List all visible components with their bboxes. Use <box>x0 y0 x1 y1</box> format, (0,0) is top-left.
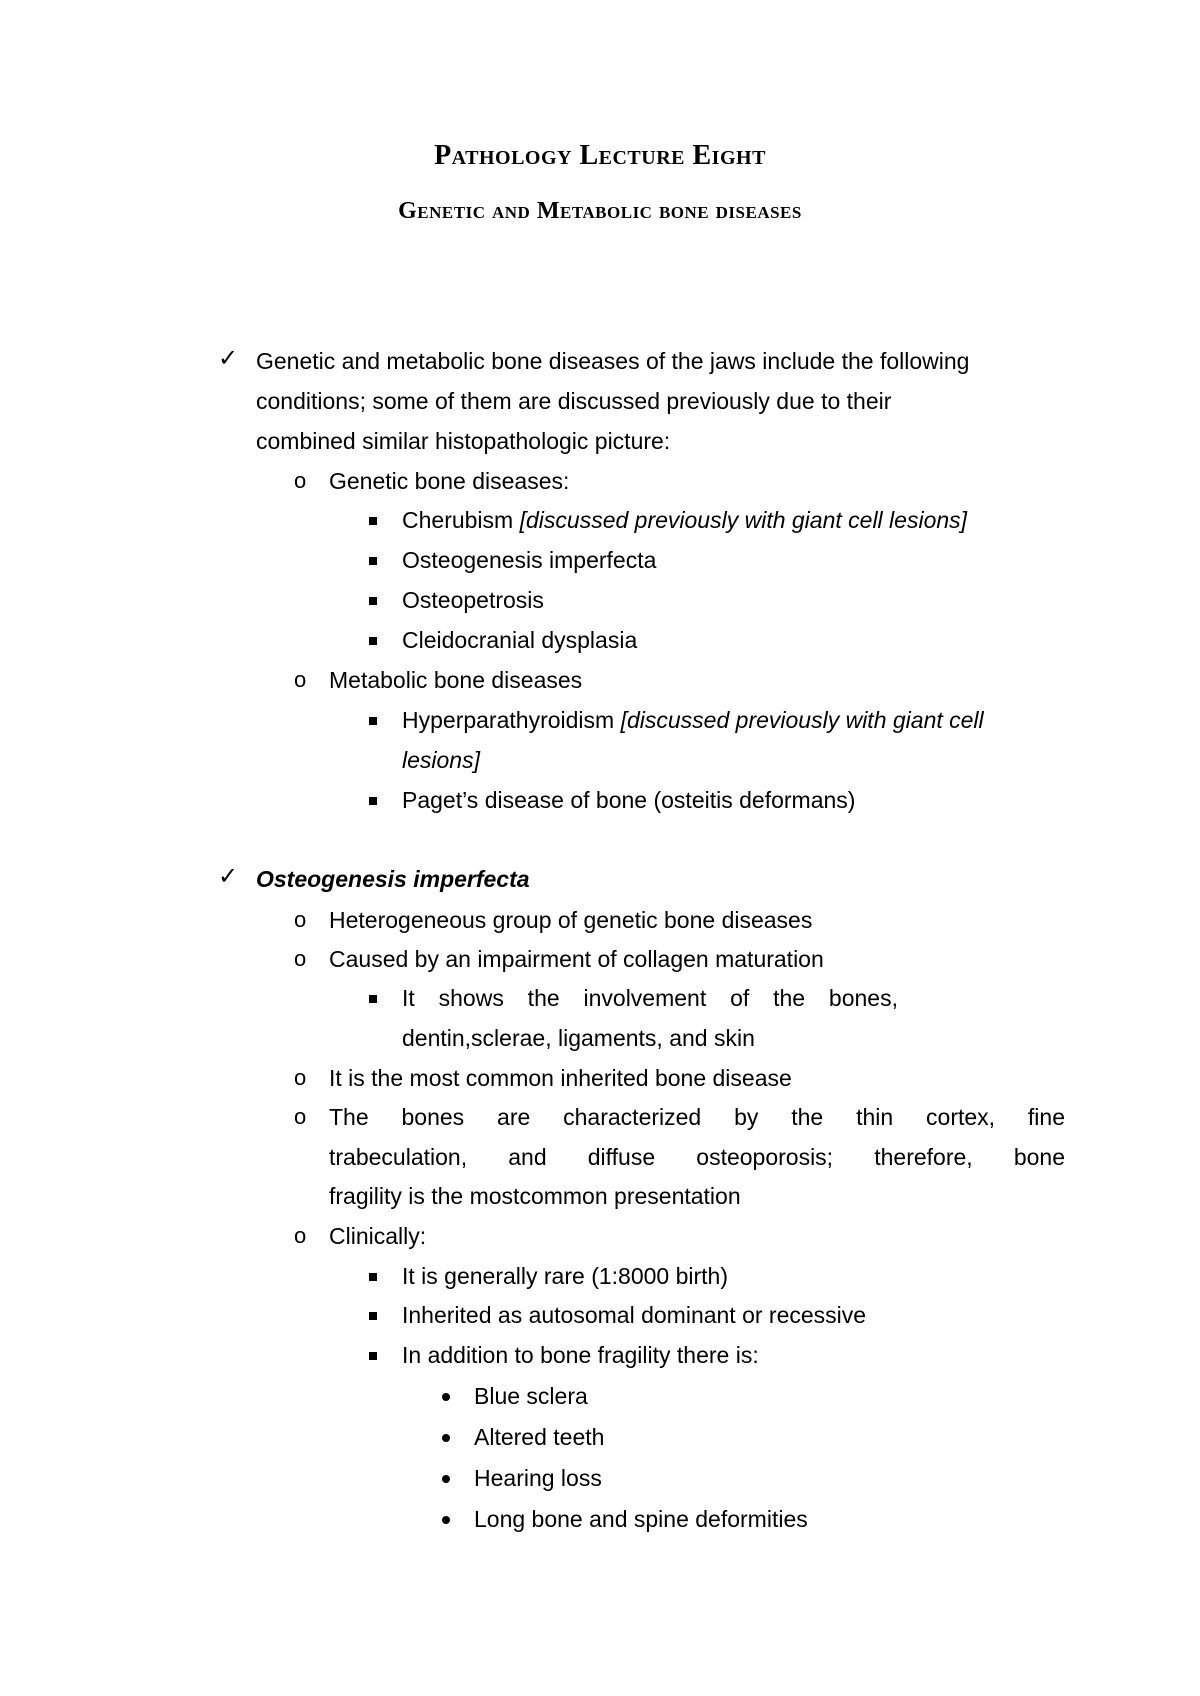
item-note: [discussed previously with giant cell <box>620 707 984 733</box>
list-item: Cleidocranial dysplasia <box>402 627 638 653</box>
clinical-item: In addition to bone fragility there is: <box>402 1342 759 1368</box>
point: Caused by an impairment of collagen maturation <box>329 946 824 972</box>
clinically-heading: Clinically: <box>329 1223 427 1249</box>
intro-line-1: Genetic and metabolic bone diseases of the jaws include the following <box>256 348 970 374</box>
feature-item: Altered teeth <box>474 1424 605 1450</box>
dot-bullet-icon <box>442 1393 450 1401</box>
dot-bullet-icon <box>442 1516 450 1524</box>
feature-item: Long bone and spine deformities <box>474 1506 808 1532</box>
circle-bullet-icon: o <box>294 1104 307 1129</box>
square-bullet-icon <box>369 1352 377 1360</box>
bones-line-2: trabeculation, and diffuse osteoporosis; therefore, bone <box>329 1144 1065 1170</box>
metabolic-heading: Metabolic bone diseases <box>329 667 583 693</box>
page-subtitle: Genetic and Metabolic bone diseases <box>398 198 802 224</box>
list-item <box>402 705 984 735</box>
circle-bullet-icon: o <box>294 468 307 493</box>
square-bullet-icon <box>369 637 377 645</box>
sub-point-line-1: It shows the involvement of the bones, <box>402 985 898 1011</box>
bones-line-1: The bones are characterized by the thin cortex, fine <box>329 1104 1065 1130</box>
page-title: Pathology Lecture Eight <box>434 140 766 171</box>
item-name: Cherubism <box>402 507 514 533</box>
square-bullet-icon <box>369 717 377 725</box>
dot-bullet-icon <box>442 1475 450 1483</box>
list-item <box>402 505 967 535</box>
item-note-continued: lesions] <box>402 747 480 773</box>
clinical-item: It is generally rare (1:8000 birth) <box>402 1263 728 1289</box>
circle-bullet-icon: o <box>294 667 307 692</box>
dot-bullet-icon <box>442 1434 450 1442</box>
square-bullet-icon <box>369 517 377 525</box>
square-bullet-icon <box>369 597 377 605</box>
bones-line-3: fragility is the mostcommon presentation <box>329 1183 741 1209</box>
feature-item: Hearing loss <box>474 1465 602 1491</box>
genetic-heading: Genetic bone diseases: <box>329 468 570 494</box>
list-item: Paget’s disease of bone (osteitis deformans) <box>402 787 856 813</box>
point: It is the most common inherited bone disease <box>329 1065 792 1091</box>
item-note: [discussed previously with giant cell lesions] <box>519 507 968 533</box>
clinical-item: Inherited as autosomal dominant or recessive <box>402 1302 867 1328</box>
square-bullet-icon <box>369 995 377 1003</box>
feature-item: Blue sclera <box>474 1383 588 1409</box>
circle-bullet-icon: o <box>294 907 307 932</box>
intro-line-3: combined similar histopathologic picture: <box>256 428 671 454</box>
section-heading: Osteogenesis imperfecta <box>256 866 530 892</box>
sub-point-line-2: dentin,sclerae, ligaments, and skin <box>402 1025 755 1051</box>
checkmark-icon: ✓ <box>218 863 239 890</box>
item-name: Hyperparathyroidism <box>402 707 615 733</box>
square-bullet-icon <box>369 1312 377 1320</box>
square-bullet-icon <box>369 557 377 565</box>
intro-line-2: conditions; some of them are discussed previously due to their <box>256 388 892 414</box>
point: Heterogeneous group of genetic bone diseases <box>329 907 813 933</box>
list-item: Osteogenesis imperfecta <box>402 547 657 573</box>
square-bullet-icon <box>369 797 377 805</box>
checkmark-icon: ✓ <box>218 345 239 372</box>
circle-bullet-icon: o <box>294 1223 307 1248</box>
list-item: Osteopetrosis <box>402 587 544 613</box>
circle-bullet-icon: o <box>294 946 307 971</box>
square-bullet-icon <box>369 1273 377 1281</box>
circle-bullet-icon: o <box>294 1065 307 1090</box>
